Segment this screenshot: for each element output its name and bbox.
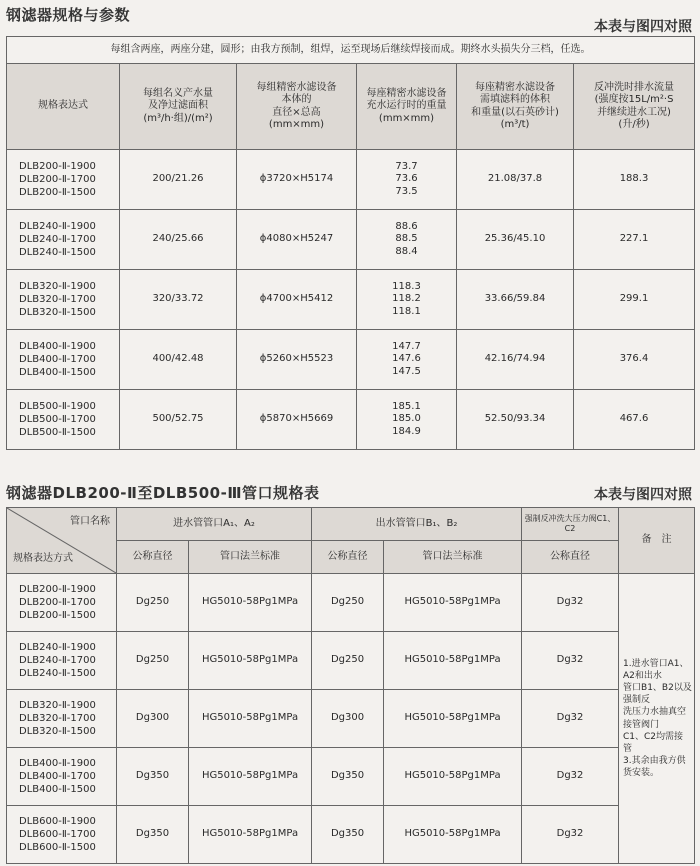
out-std-cell: HG5010-58Pg1MPa bbox=[384, 574, 522, 632]
model-code: DLB500-Ⅱ-1500 bbox=[19, 427, 96, 438]
model-code: DLB400-Ⅱ-1700 bbox=[19, 771, 96, 782]
header-line: 每组精密水滤设备 bbox=[256, 81, 337, 93]
model-cell bbox=[7, 806, 117, 864]
out-std-cell: HG5010-58Pg1MPa bbox=[384, 806, 522, 864]
sub-inlet-dn: 公称直径 bbox=[117, 541, 189, 574]
corner-bottom-label: 规格表达方式 bbox=[13, 552, 73, 564]
in-dn-cell: Dg300 bbox=[117, 690, 189, 748]
header-remark: 备 注 bbox=[619, 508, 695, 574]
header-line: 反冲洗时排水流量 bbox=[594, 81, 675, 93]
model-cell bbox=[7, 632, 117, 690]
header-line: 规格表达式 bbox=[38, 100, 88, 112]
in-dn-cell: Dg250 bbox=[117, 574, 189, 632]
model-code: DLB500-Ⅱ-1900 bbox=[19, 401, 96, 412]
weight-value: 185.1 bbox=[392, 400, 421, 412]
out-dn-cell: Dg350 bbox=[312, 748, 384, 806]
media-cell: 42.16/74.94 bbox=[457, 330, 574, 390]
weight-cell bbox=[357, 210, 457, 270]
flow-cell: 500/52.75 bbox=[120, 390, 237, 450]
dimension-cell: ϕ5260×H5523 bbox=[237, 330, 357, 390]
model-code: DLB240-Ⅱ-1900 bbox=[19, 221, 96, 232]
model-code: DLB400-Ⅱ-1700 bbox=[19, 354, 96, 365]
spec-row bbox=[7, 390, 695, 450]
model-cell bbox=[7, 748, 117, 806]
drain-cell: 188.3 bbox=[574, 150, 695, 210]
header-line: (m³/t) bbox=[500, 119, 530, 130]
drain-cell: 299.1 bbox=[574, 270, 695, 330]
back-dn-cell: Dg32 bbox=[522, 748, 619, 806]
spec-header-row bbox=[7, 64, 695, 150]
spec-reference-note: 本表与图四对照 bbox=[594, 19, 692, 35]
weight-value: 147.5 bbox=[392, 365, 421, 377]
out-std-cell: HG5010-58Pg1MPa bbox=[384, 632, 522, 690]
sub-outlet-std: 管口法兰标准 bbox=[384, 541, 522, 574]
media-cell: 52.50/93.34 bbox=[457, 390, 574, 450]
in-std-cell: HG5010-58Pg1MPa bbox=[189, 632, 312, 690]
in-std-cell: HG5010-58Pg1MPa bbox=[189, 574, 312, 632]
weight-value: 185.0 bbox=[392, 413, 421, 425]
header-line: 及净过滤面积 bbox=[148, 100, 208, 112]
model-code: DLB200-Ⅱ-1500 bbox=[19, 187, 96, 198]
header-line: 和重量(以石英砂计) bbox=[471, 106, 559, 118]
drain-cell: 467.6 bbox=[574, 390, 695, 450]
weight-value: 184.9 bbox=[392, 425, 421, 437]
weight-value: 73.5 bbox=[395, 185, 418, 197]
header-inlet: 进水管管口A₁、A₂ bbox=[117, 508, 312, 541]
in-std-cell: HG5010-58Pg1MPa bbox=[189, 690, 312, 748]
header-outlet: 出水管管口B₁、B₂ bbox=[312, 508, 522, 541]
nozzle-row bbox=[7, 690, 695, 748]
header-line: 每座精密水滤设备 bbox=[475, 81, 555, 93]
dimension-cell: ϕ4080×H5247 bbox=[237, 210, 357, 270]
remark-line: 3.其余由我方供货安装。 bbox=[623, 755, 686, 779]
spec-row bbox=[7, 330, 695, 390]
out-dn-cell: Dg300 bbox=[312, 690, 384, 748]
weight-value: 118.2 bbox=[392, 293, 421, 305]
nozzle-row bbox=[7, 574, 695, 632]
model-code: DLB320-Ⅱ-1500 bbox=[19, 726, 96, 737]
remark-line: 1.进水管口A1、A2和出水 bbox=[623, 658, 689, 681]
model-code: DLB240-Ⅱ-1900 bbox=[19, 642, 96, 653]
dimension-cell: ϕ3720×H5174 bbox=[237, 150, 357, 210]
sub-outlet-dn: 公称直径 bbox=[312, 541, 384, 574]
spec-table bbox=[6, 36, 695, 450]
model-code: DLB200-Ⅱ-1900 bbox=[19, 161, 96, 172]
media-cell: 33.66/59.84 bbox=[457, 270, 574, 330]
model-code: DLB320-Ⅱ-1900 bbox=[19, 281, 96, 292]
remark-line: 管口B1、B2以及强制反 bbox=[623, 683, 692, 706]
nozzle-group-header-row bbox=[7, 508, 695, 541]
media-cell: 25.36/45.10 bbox=[457, 210, 574, 270]
nozzle-table bbox=[6, 507, 695, 864]
spec-description-row bbox=[7, 37, 695, 64]
header-line: (m³/h·组)/(m²) bbox=[143, 112, 213, 124]
model-code: DLB600-Ⅱ-1500 bbox=[19, 842, 96, 853]
model-cell bbox=[7, 574, 117, 632]
nozzle-reference-note: 本表与图四对照 bbox=[594, 487, 692, 503]
sub-inlet-std: 管口法兰标准 bbox=[189, 541, 312, 574]
spec-row bbox=[7, 270, 695, 330]
spec-row bbox=[7, 150, 695, 210]
in-dn-cell: Dg250 bbox=[117, 632, 189, 690]
model-cell bbox=[7, 150, 120, 210]
weight-value: 118.1 bbox=[392, 305, 421, 317]
model-cell bbox=[7, 210, 120, 270]
remark-line: C1、C2均需接管 bbox=[623, 731, 684, 754]
model-code: DLB200-Ⅱ-1900 bbox=[19, 584, 96, 595]
model-code: DLB200-Ⅱ-1700 bbox=[19, 174, 96, 185]
model-code: DLB600-Ⅱ-1700 bbox=[19, 829, 96, 840]
model-code: DLB500-Ⅱ-1700 bbox=[19, 414, 96, 425]
model-code: DLB200-Ⅱ-1500 bbox=[19, 610, 96, 621]
weight-value: 73.6 bbox=[395, 173, 418, 185]
nozzle-title: 钢滤器DLB200-Ⅱ至DLB500-Ⅲ管口规格表 bbox=[6, 484, 320, 502]
header-flow bbox=[120, 64, 237, 150]
model-cell bbox=[7, 690, 117, 748]
flow-cell: 240/25.66 bbox=[120, 210, 237, 270]
out-std-cell: HG5010-58Pg1MPa bbox=[384, 748, 522, 806]
drain-cell: 227.1 bbox=[574, 210, 695, 270]
weight-value: 88.4 bbox=[395, 245, 418, 257]
spec-row bbox=[7, 210, 695, 270]
corner-header bbox=[7, 508, 117, 574]
media-cell: 21.08/37.8 bbox=[457, 150, 574, 210]
model-code: DLB320-Ⅱ-1700 bbox=[19, 294, 96, 305]
model-cell bbox=[7, 390, 120, 450]
model-code: DLB400-Ⅱ-1900 bbox=[19, 758, 96, 769]
header-weight bbox=[357, 64, 457, 150]
model-code: DLB240-Ⅱ-1500 bbox=[19, 668, 96, 679]
model-code: DLB200-Ⅱ-1700 bbox=[19, 597, 96, 608]
back-dn-cell: Dg32 bbox=[522, 632, 619, 690]
spec-title: 钢滤器规格与参数 bbox=[6, 6, 131, 24]
sub-backwash-dn: 公称直径 bbox=[522, 541, 619, 574]
spec-description: 每组含两座，两座分建，圆形；由我方预制，组焊，运至现场后继续焊接而成。期终水头损失分三档，任选。 bbox=[7, 37, 695, 64]
header-model bbox=[7, 64, 120, 150]
out-dn-cell: Dg250 bbox=[312, 574, 384, 632]
header-line: (mm×mm) bbox=[268, 119, 325, 130]
out-dn-cell: Dg350 bbox=[312, 806, 384, 864]
drain-cell: 376.4 bbox=[574, 330, 695, 390]
remark-cell bbox=[619, 574, 695, 864]
header-line: 并继续进水工况) bbox=[597, 106, 671, 118]
weight-value: 73.7 bbox=[395, 160, 418, 172]
back-dn-cell: Dg32 bbox=[522, 806, 619, 864]
weight-cell bbox=[357, 390, 457, 450]
header-line: (强度按15L/m²·S bbox=[594, 94, 674, 105]
flow-cell: 320/33.72 bbox=[120, 270, 237, 330]
in-std-cell: HG5010-58Pg1MPa bbox=[189, 748, 312, 806]
out-dn-cell: Dg250 bbox=[312, 632, 384, 690]
header-line: (升/秒) bbox=[618, 119, 650, 130]
model-code: DLB240-Ⅱ-1500 bbox=[19, 247, 96, 258]
out-std-cell: HG5010-58Pg1MPa bbox=[384, 690, 522, 748]
header-line: 需填滤料的体积 bbox=[480, 94, 550, 105]
model-code: DLB320-Ⅱ-1500 bbox=[19, 307, 96, 318]
weight-value: 147.7 bbox=[392, 340, 421, 352]
in-dn-cell: Dg350 bbox=[117, 806, 189, 864]
weight-value: 88.5 bbox=[395, 233, 418, 245]
model-code: DLB400-Ⅱ-1900 bbox=[19, 341, 96, 352]
header-line: 每座精密水滤设备 bbox=[366, 87, 447, 99]
model-code: DLB320-Ⅱ-1900 bbox=[19, 700, 96, 711]
weight-cell bbox=[357, 330, 457, 390]
model-code: DLB320-Ⅱ-1700 bbox=[19, 713, 96, 724]
header-line: 每组名义产水量 bbox=[143, 87, 213, 99]
header-line: 本体的 bbox=[281, 94, 312, 105]
model-code: DLB600-Ⅱ-1900 bbox=[19, 816, 96, 827]
back-dn-cell: Dg32 bbox=[522, 574, 619, 632]
nozzle-row bbox=[7, 806, 695, 864]
back-dn-cell: Dg32 bbox=[522, 690, 619, 748]
model-code: DLB400-Ⅱ-1500 bbox=[19, 367, 96, 378]
weight-cell bbox=[357, 150, 457, 210]
nozzle-row bbox=[7, 632, 695, 690]
header-media bbox=[457, 64, 574, 150]
weight-value: 88.6 bbox=[395, 220, 418, 232]
model-cell bbox=[7, 270, 120, 330]
weight-value: 147.6 bbox=[392, 353, 421, 365]
header-line: 充水运行时的重量 bbox=[366, 100, 447, 112]
weight-cell bbox=[357, 270, 457, 330]
header-line: (mm×mm) bbox=[378, 112, 435, 124]
flow-cell: 400/42.48 bbox=[120, 330, 237, 390]
corner-top-label: 管口名称 bbox=[70, 516, 110, 527]
in-std-cell: HG5010-58Pg1MPa bbox=[189, 806, 312, 864]
flow-cell: 200/21.26 bbox=[120, 150, 237, 210]
in-dn-cell: Dg350 bbox=[117, 748, 189, 806]
remark-line: 洗压力水抽真空接管阀门 bbox=[623, 707, 687, 730]
model-code: DLB240-Ⅱ-1700 bbox=[19, 234, 96, 245]
header-backwash: 强制反冲洗大压力阀C1、C2 bbox=[522, 508, 619, 541]
header-dimension bbox=[237, 64, 357, 150]
nozzle-row bbox=[7, 748, 695, 806]
header-line: 直径×总高 bbox=[272, 106, 321, 118]
model-code: DLB400-Ⅱ-1500 bbox=[19, 784, 96, 795]
dimension-cell: ϕ4700×H5412 bbox=[237, 270, 357, 330]
header-drain bbox=[574, 64, 695, 150]
dimension-cell: ϕ5870×H5669 bbox=[237, 390, 357, 450]
model-cell bbox=[7, 330, 120, 390]
weight-value: 118.3 bbox=[392, 280, 421, 292]
model-code: DLB240-Ⅱ-1700 bbox=[19, 655, 96, 666]
